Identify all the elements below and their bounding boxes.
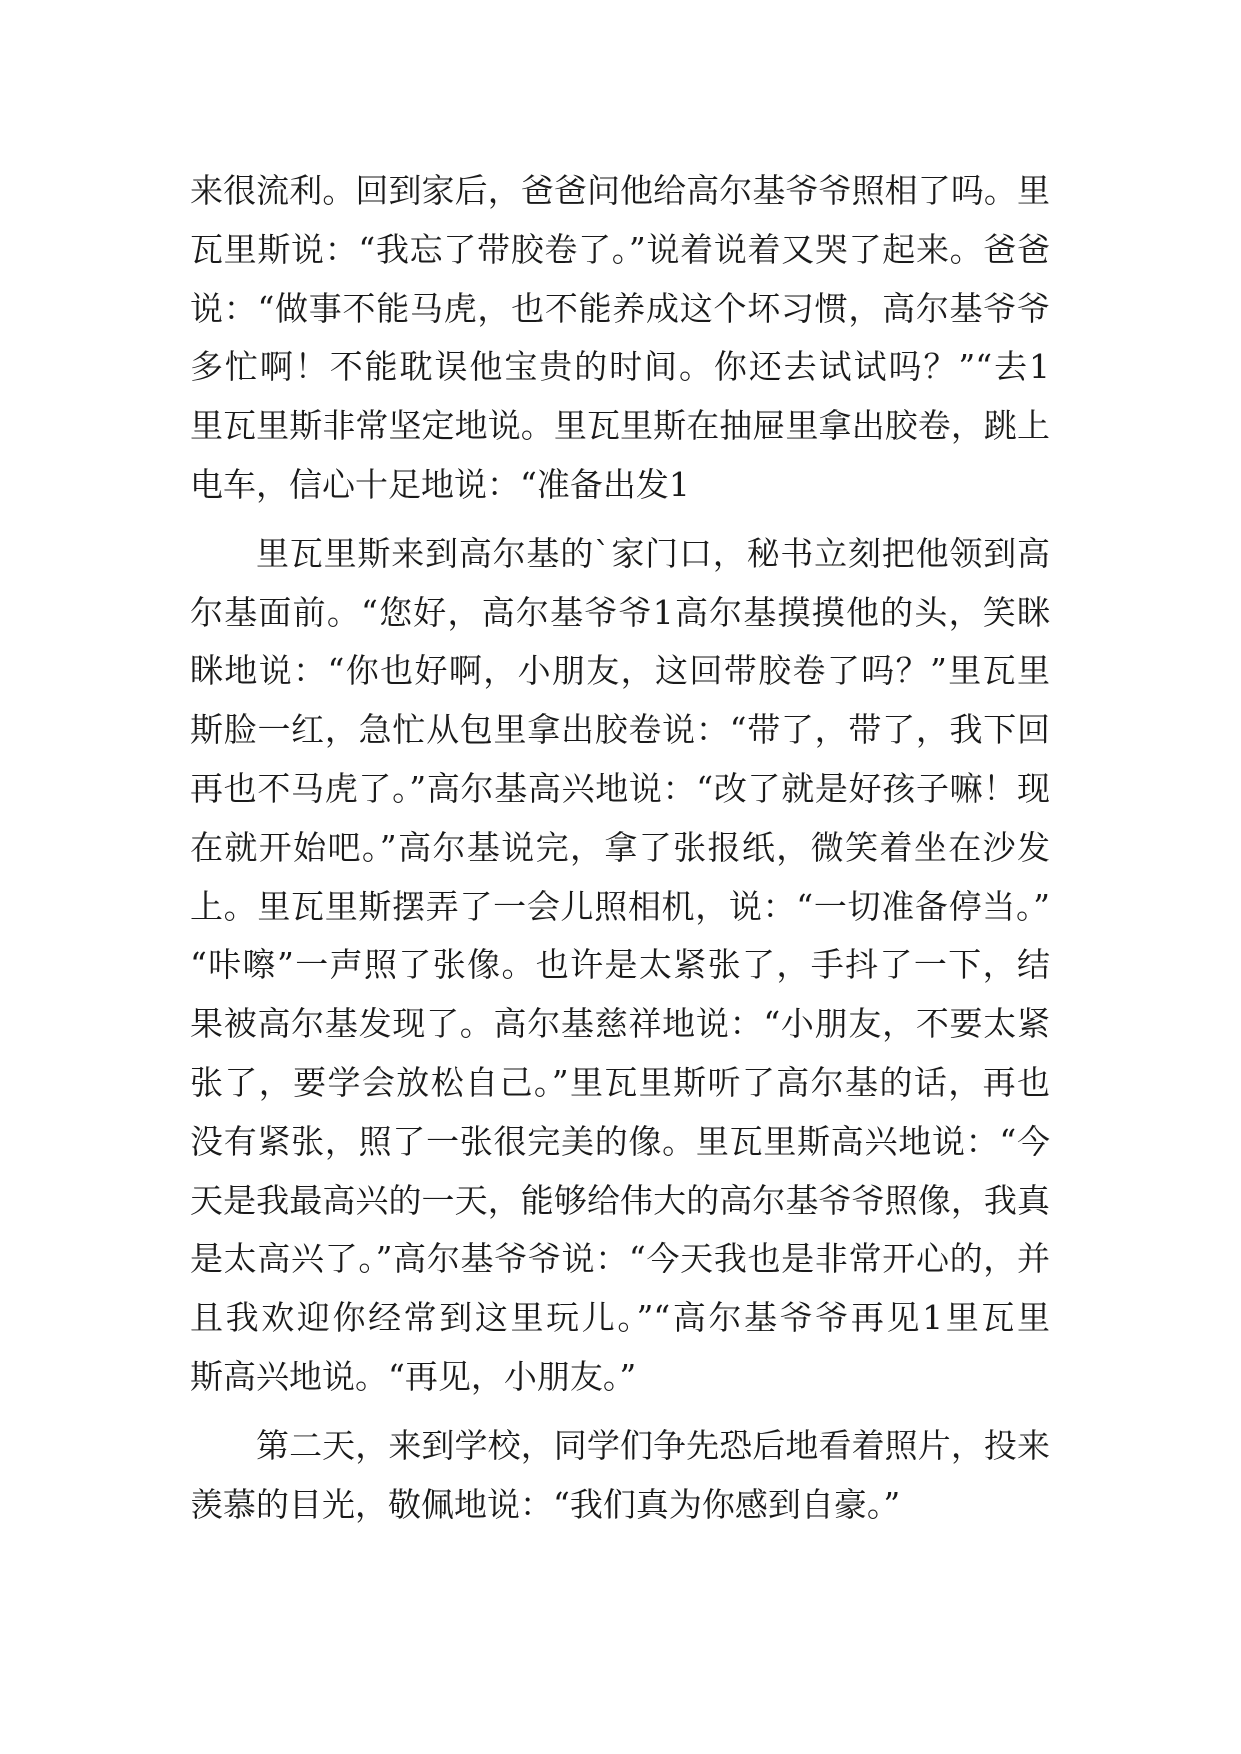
text-line: 再也不马虎了。”高尔基高兴地说：“改了就是好孩子嘛！现 (190, 768, 1050, 808)
paragraph-gap (190, 1407, 1050, 1417)
paragraph-3 (190, 1417, 1050, 1535)
text-line: 瓦里斯说：“我忘了带胶卷了。”说着说着又哭了起来。爸爸 (190, 229, 1050, 269)
text-line: 第二天，来到学校，同学们争先恐后地看着照片，投来 (256, 1425, 1050, 1465)
text-line: 说：“做事不能马虎，也不能养成这个坏习惯，高尔基爷爷 (190, 288, 1050, 328)
text-line: 天是我最高兴的一天，能够给伟大的高尔基爷爷照像，我真 (190, 1180, 1050, 1220)
text-line: 里瓦里斯非常坚定地说。里瓦里斯在抽屉里拿出胶卷，跳上 (190, 406, 1050, 446)
text-line: 羡慕的目光，敬佩地说：“我们真为你感到自豪。” (190, 1484, 901, 1524)
text-line: 是太高兴了。”高尔基爷爷说：“今天我也是非常开心的，并 (190, 1239, 1050, 1279)
text-line: 果被高尔基发现了。高尔基慈祥地说：“小朋友，不要太紧 (190, 1004, 1050, 1044)
text-line: 来很流利。回到家后，爸爸问他给高尔基爷爷照相了吗。里 (190, 171, 1050, 210)
text-line: 斯脸一红，急忙从包里拿出胶卷说：“带了，带了，我下回 (190, 710, 1050, 750)
text-line: 在就开始吧。”高尔基说完，拿了张报纸，微笑着坐在沙发 (190, 827, 1050, 867)
text-line: 且我欢迎你经常到这里玩儿。”“高尔基爷爷再见1里瓦里 (190, 1298, 1050, 1338)
text-line: 没有紧张，照了一张很完美的像。里瓦里斯高兴地说：“今 (190, 1121, 1050, 1161)
paragraph-1 (190, 162, 1050, 515)
text-line: 里瓦里斯来到高尔基的`家门口，秘书立刻把他领到高 (256, 533, 1050, 573)
text-line: “咔嚓”一声照了张像。也许是太紧张了，手抖了一下，结 (190, 945, 1050, 985)
text-line: 电车，信心十足地说：“准备出发1 (190, 464, 690, 504)
text-line: 多忙啊！不能耽误他宝贵的时间。你还去试试吗？”“去1 (190, 347, 1050, 387)
text-line: 张了，要学会放松自己。”里瓦里斯听了高尔基的话，再也 (190, 1062, 1050, 1102)
story-text (190, 162, 1050, 1534)
text-line: 眯地说：“你也好啊，小朋友，这回带胶卷了吗？”里瓦里 (190, 651, 1050, 691)
text-line: 斯高兴地说。“再见，小朋友。” (190, 1356, 637, 1396)
text-line: 尔基面前。“您好，高尔基爷爷1高尔基摸摸他的头，笑眯 (190, 592, 1050, 632)
paragraph-gap (190, 515, 1050, 525)
text-line: 上。里瓦里斯摆弄了一会儿照相机，说：“一切准备停当。” (190, 886, 1050, 926)
paragraph-2 (190, 525, 1050, 1407)
